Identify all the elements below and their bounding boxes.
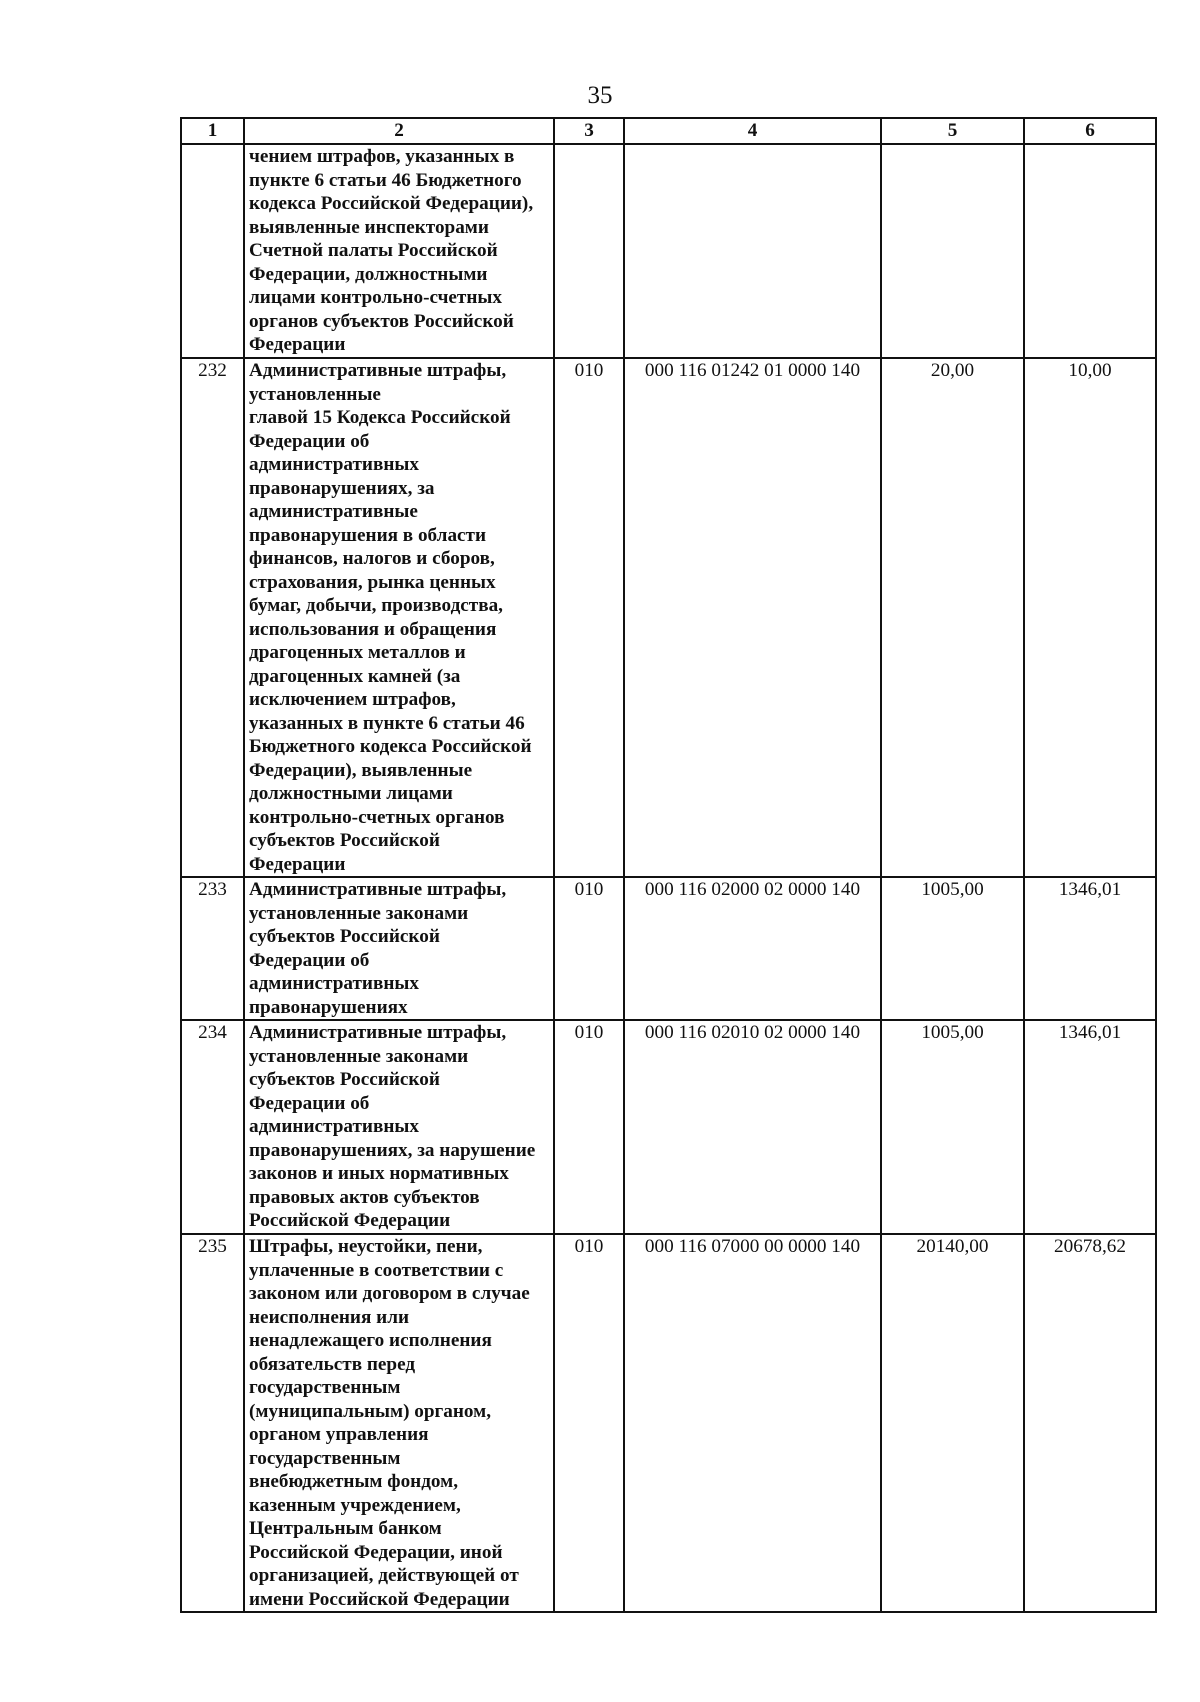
row-number-cell	[181, 144, 244, 358]
row-number-cell: 233	[181, 877, 244, 1020]
row-name-cell: Административные штрафы, установленные главой 15 Кодекса Российской Федерации об административных правонарушениях, за административные правонарушения в области финансов, налогов и сборов, страхования, рынка ценных бумаг, добычи, производства, использования и обращения драгоценных металлов и драгоценных камней (за исключением штрафов, указанных в пункте 6 статьи 46 Бюджетного кодекса Российской Федерации), выявленные должностными лицами контрольно-счетных органов субъектов Российской Федерации	[244, 358, 554, 877]
column-header-4: 4	[624, 118, 881, 144]
column-header-6: 6	[1024, 118, 1156, 144]
table-row	[181, 1234, 1156, 1612]
row-value-6-cell: 10,00	[1024, 358, 1156, 877]
row-name-cell: Штрафы, неустойки, пени, уплаченные в соответствии с законом или договором в случае неисполнения или ненадлежащего исполнения обязательств перед государственным (муниципальным) органом, органом управления государственным внебюджетным фондом, казенным учреждением, Центральным банком Российской Федерации, иной организацией, действующей от имени Российской Федерации	[244, 1234, 554, 1612]
row-number-cell: 232	[181, 358, 244, 877]
row-budget-code-cell	[624, 144, 881, 358]
row-value-6-cell: 1346,01	[1024, 1020, 1156, 1234]
table-row	[181, 144, 1156, 358]
row-budget-code-cell: 000 116 01242 01 0000 140	[624, 358, 881, 877]
budget-table	[180, 117, 1157, 1613]
row-admin-code-cell: 010	[554, 877, 624, 1020]
row-budget-code-cell: 000 116 02000 02 0000 140	[624, 877, 881, 1020]
column-header-5: 5	[881, 118, 1024, 144]
row-name-cell: Административные штрафы, установленные законами субъектов Российской Федерации об административных правонарушениях, за нарушение законов и иных нормативных правовых актов субъектов Российской Федерации	[244, 1020, 554, 1234]
row-name-cell: чением штрафов, указанных в пункте 6 статьи 46 Бюджетного кодекса Российской Федерации), выявленные инспекторами Счетной палаты Российской Федерации, должностными лицами контрольно-счетных органов субъектов Российской Федерации	[244, 144, 554, 358]
column-header-2: 2	[244, 118, 554, 144]
row-value-6-cell	[1024, 144, 1156, 358]
row-admin-code-cell	[554, 144, 624, 358]
column-header-1: 1	[181, 118, 244, 144]
table-header-row	[181, 118, 1156, 144]
row-value-5-cell	[881, 144, 1024, 358]
row-budget-code-cell: 000 116 02010 02 0000 140	[624, 1020, 881, 1234]
row-value-5-cell: 20140,00	[881, 1234, 1024, 1612]
row-value-6-cell: 20678,62	[1024, 1234, 1156, 1612]
row-budget-code-cell: 000 116 07000 00 0000 140	[624, 1234, 881, 1612]
column-header-3: 3	[554, 118, 624, 144]
table-row	[181, 877, 1156, 1020]
table-row	[181, 358, 1156, 877]
row-value-5-cell: 20,00	[881, 358, 1024, 877]
row-number-cell: 235	[181, 1234, 244, 1612]
page-number: 35	[587, 82, 613, 109]
row-number-cell: 234	[181, 1020, 244, 1234]
row-admin-code-cell: 010	[554, 1020, 624, 1234]
row-value-5-cell: 1005,00	[881, 877, 1024, 1020]
row-admin-code-cell: 010	[554, 358, 624, 877]
row-admin-code-cell: 010	[554, 1234, 624, 1612]
row-value-6-cell: 1346,01	[1024, 877, 1156, 1020]
row-name-cell: Административные штрафы, установленные законами субъектов Российской Федерации об административных правонарушениях	[244, 877, 554, 1020]
table-row	[181, 1020, 1156, 1234]
row-value-5-cell: 1005,00	[881, 1020, 1024, 1234]
